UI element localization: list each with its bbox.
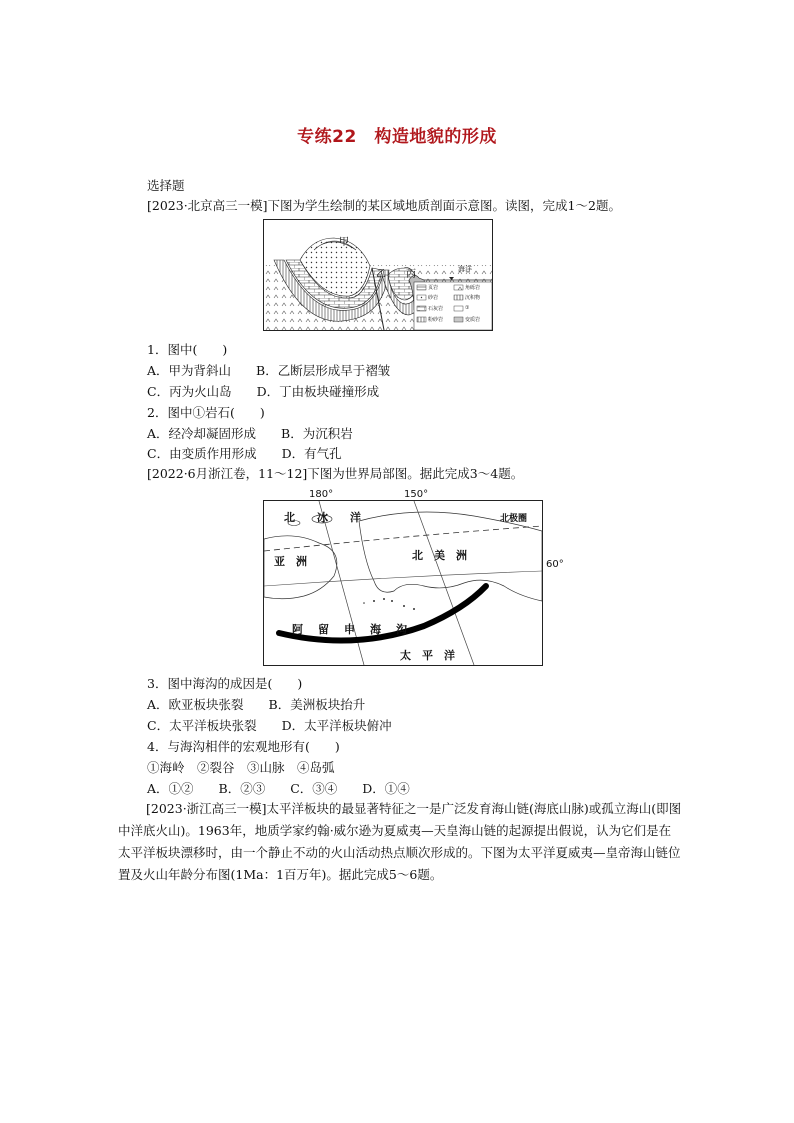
longitude-150-label: 150° <box>404 489 429 500</box>
legend-sediment: 沉积物 <box>465 295 481 301</box>
page-title: 专练22 构造地貌的形成 <box>297 127 497 147</box>
world-partial-map <box>263 489 564 666</box>
question-1-stem: 1．图中( ) <box>147 342 228 357</box>
arctic-circle-label: 北极圈 <box>500 514 528 524</box>
legend-breccia: 角砾岩 <box>465 285 481 291</box>
question-5-6-intro: [2023·浙江高三一模]太平洋板块的最显著特征之一是广泛发育海山链(海底山脉)或孤立海山(即图中洋底火山)。1963年，地质学家约翰·威尔逊为夏威夷—天皇海山链的起源提出假说，认为它们是在太平洋板块漂移时，由一个静止不动的火山活动热点顺次形成的。下图为太平洋夏威夷—皇帝海山链位置及火山年龄分布图(1Ma：1百万年)。据此完成5～6题。 <box>118 801 682 882</box>
question-3-4-intro: [2022·6月浙江卷，11～12]下图为世界局部图。据此完成3～4题。 <box>147 466 524 481</box>
label-bing: 丙 <box>406 269 416 280</box>
question-1-options-ab: A．甲为背斜山 B．乙断层形成早于褶皱 <box>147 363 391 378</box>
legend-sandstone: 砂岩 <box>428 295 439 301</box>
section-heading: 选择题 <box>147 178 185 193</box>
geologic-section-figure <box>263 219 493 331</box>
label-yi: 乙 <box>376 269 386 280</box>
aleutian-trench-label: 阿 留 申 海 沟 <box>292 623 409 636</box>
question-3-options-cd: C．太平洋板块张裂 D．太平洋板块俯冲 <box>147 718 392 733</box>
question-3-options-ab: A．欧亚板块张裂 B．美洲板块抬升 <box>147 697 366 712</box>
legend-limestone: 石灰岩 <box>428 306 444 312</box>
legend-metamorphic: 变质岩 <box>465 317 481 323</box>
question-2-stem: 2．图中①岩石( ) <box>147 405 265 420</box>
label-sea: 海洋 <box>458 265 472 273</box>
longitude-180-label: 180° <box>309 489 334 500</box>
question-2-options-ab: A．经冷却凝固形成 B．为沉积岩 <box>147 426 353 441</box>
legend-rock-1: ① <box>465 305 470 311</box>
question-1-options-cd: C．丙为火山岛 D．丁由板块碰撞形成 <box>147 384 380 399</box>
legend-siltstone: 粉砂岩 <box>428 317 444 323</box>
legend-shale: 页岩 <box>428 285 439 291</box>
question-4-stem: 4．与海沟相伴的宏观地形有( ) <box>147 739 340 754</box>
latitude-60-label: 60° <box>546 559 564 570</box>
north-america-label: 北 美 洲 <box>412 549 467 562</box>
question-2-options-cd: C．由变质作用形成 D．有气孔 <box>147 446 342 461</box>
question-4-options: A．①② B．②③ C．③④ D．①④ <box>147 781 410 796</box>
question-1-2-intro: [2023·北京高三一模]下图为学生绘制的某区域地质剖面示意图。读图，完成1～2题。 <box>147 198 621 213</box>
question-4-items: ①海岭 ②裂谷 ③山脉 ④岛弧 <box>147 760 335 775</box>
question-3-stem: 3．图中海沟的成因是( ) <box>147 676 303 691</box>
label-jia: 甲 <box>339 237 349 248</box>
pacific-ocean-label: 太 平 洋 <box>400 649 455 662</box>
asia-label: 亚 洲 <box>274 555 307 568</box>
arctic-ocean-label: 北 冰 洋 <box>284 511 361 524</box>
